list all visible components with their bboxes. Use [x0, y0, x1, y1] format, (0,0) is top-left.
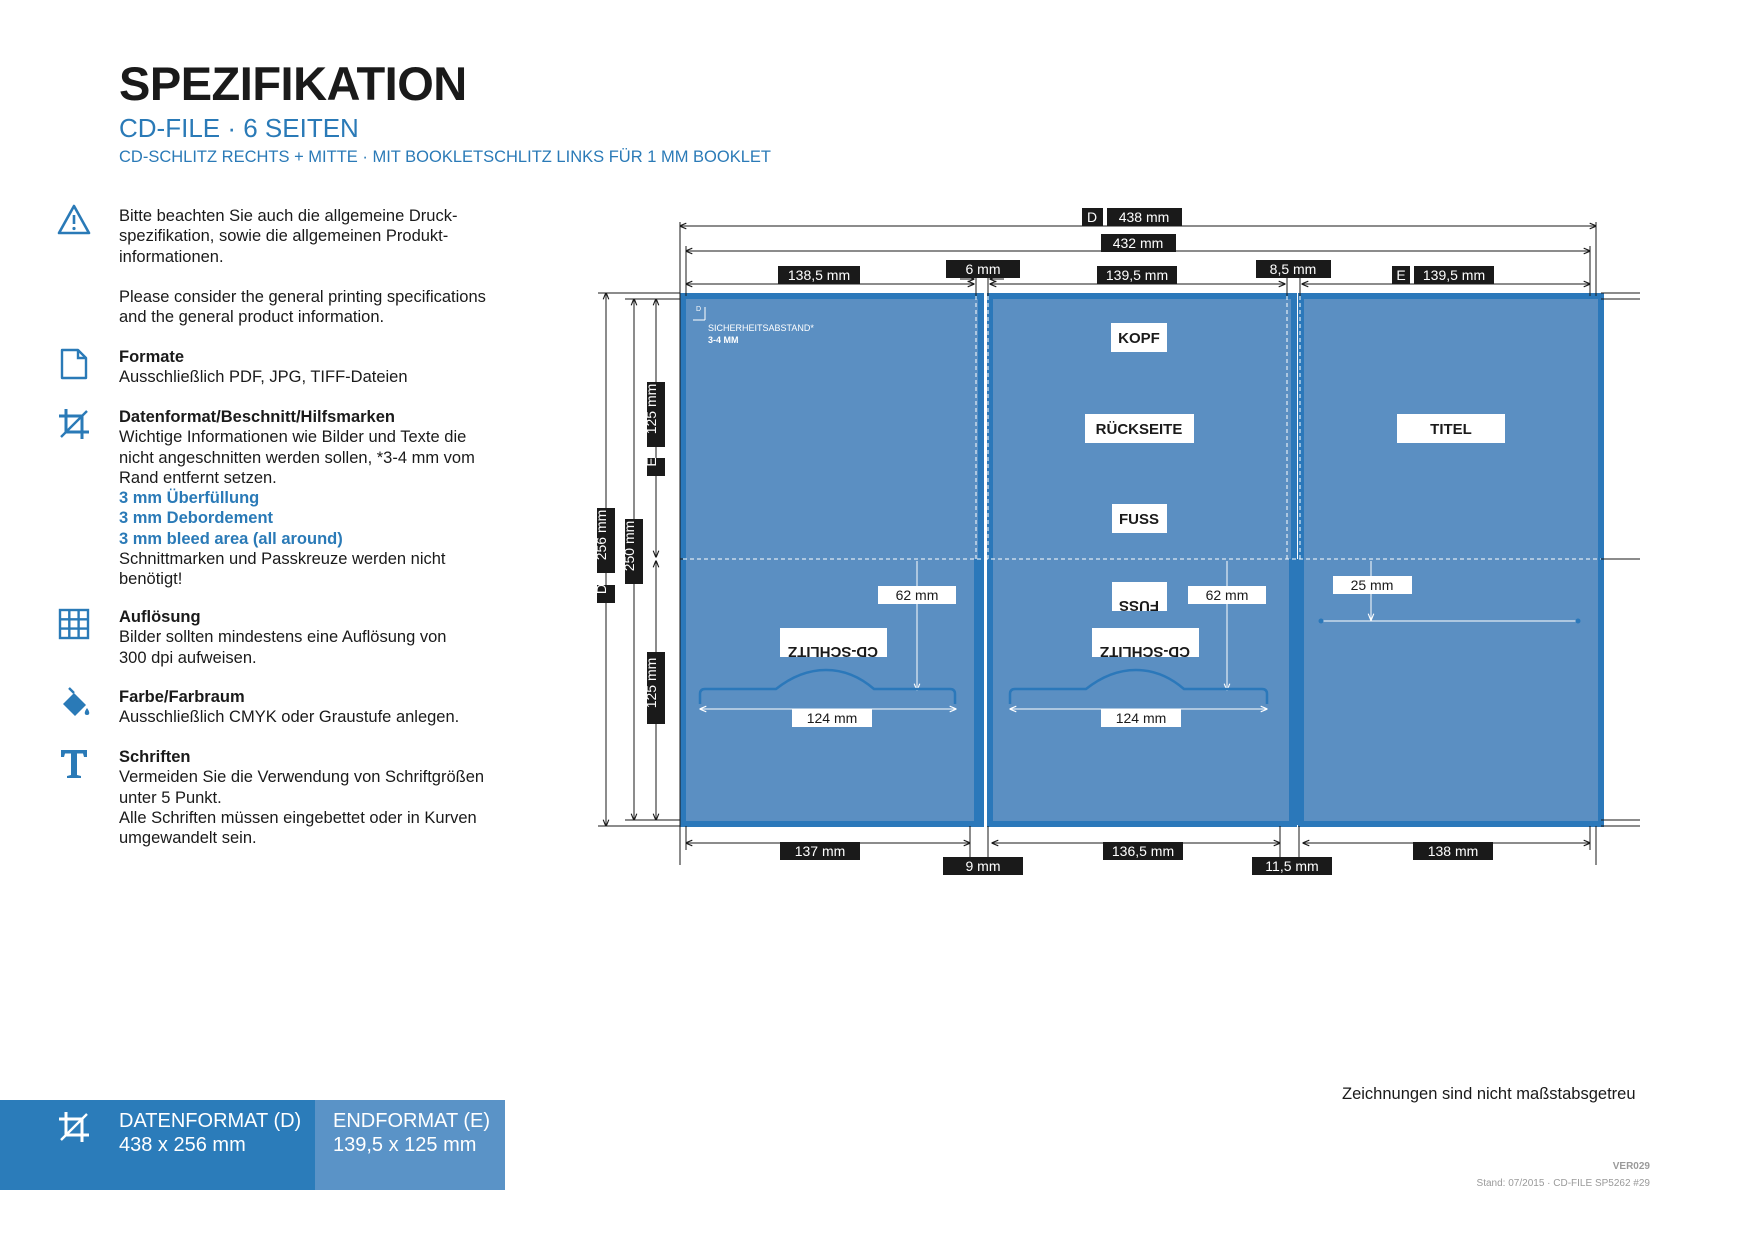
formats-text: Ausschließlich PDF, JPG, TIFF-Dateien	[119, 368, 408, 387]
dim-124-left: 124 mm	[806, 710, 858, 726]
dim-top-mid: 139,5 mm	[1105, 267, 1169, 283]
dim-left-upper: 125 mm	[643, 383, 659, 435]
fonts-line-3: Alle Schriften müssen eingebettet oder in Kurven	[119, 808, 477, 827]
panel-left	[683, 296, 981, 824]
slit-left	[974, 559, 984, 825]
data-format-box	[0, 1100, 315, 1190]
fonts-heading: Schriften	[119, 748, 191, 766]
data-format-line-5: benötigt!	[119, 570, 183, 589]
fonts-line-2: unter 5 Punkt.	[119, 788, 222, 807]
dim-total: 432 mm	[1112, 235, 1164, 251]
fonts-line-4: umgewandelt sein.	[119, 829, 257, 848]
resolution-line-2: 300 dpi aufweisen.	[119, 648, 257, 667]
top-e-marker: E	[1396, 267, 1406, 283]
intro-en-1: Please consider the general printing specifications	[119, 287, 486, 306]
intro-de-2: spezifikation, sowie die allgemeinen Produkt-	[119, 227, 449, 246]
dim-top-right: 139,5 mm	[1422, 267, 1486, 283]
color-heading: Farbe/Farbraum	[119, 688, 245, 706]
bleed-fr: 3 mm Debordement	[119, 509, 274, 528]
dim-left-h-d: 256 mm	[593, 509, 609, 561]
kopf-label: KOPF	[1118, 330, 1160, 347]
dim-62-mid: 62 mm	[1205, 587, 1249, 603]
left-e-marker: E	[643, 457, 659, 467]
dim-top-left: 138,5 mm	[787, 267, 851, 283]
page-title: SPEZIFIKATION	[119, 57, 467, 110]
panel-right	[1301, 296, 1601, 824]
dim-left-h: 250 mm	[621, 520, 637, 572]
titel-label: TITEL	[1430, 421, 1472, 438]
formats-heading: Formate	[119, 348, 185, 366]
format-footer	[0, 1100, 505, 1190]
cd-slot-middle-label: CD-SCHLITZ	[1100, 643, 1190, 660]
page-subtitle: CD-FILE · 6 SEITEN	[119, 113, 359, 143]
resolution-heading: Auflösung	[119, 608, 201, 626]
version-code: VER029	[1612, 1161, 1650, 1172]
left-d-marker: D	[593, 583, 609, 595]
dim-top-gap1: 6 mm	[965, 261, 1001, 277]
dim-25: 25 mm	[1350, 577, 1394, 593]
resolution-line-1: Bilder sollten mindestens eine Auflösung von	[119, 628, 447, 647]
data-format-value: 438 x 256 mm	[119, 1134, 246, 1156]
page-subline: CD-SCHLITZ RECHTS + MITTE · MIT BOOKLETSCHLITZ LINKS FÜR 1 MM BOOKLET	[119, 148, 771, 166]
slit-right	[1289, 559, 1299, 825]
panel-middle	[990, 296, 1294, 824]
data-format-line-1: Wichtige Informationen wie Bilder und Texte die	[119, 428, 467, 447]
dim-bottom-gap1: 9 mm	[965, 858, 1001, 874]
data-format-line-3: Rand entfernt setzen.	[119, 468, 277, 487]
dim-top-gap2: 8,5 mm	[1269, 261, 1317, 277]
dim-left-lower: 125 mm	[643, 657, 659, 709]
dim-total-d: 438 mm	[1118, 209, 1170, 225]
top-d-marker: D	[1086, 209, 1098, 225]
safety-label-1: SICHERHEITSABSTAND*	[708, 323, 814, 333]
dim-124-mid: 124 mm	[1115, 710, 1167, 726]
safety-label-2: 3-4 MM	[708, 335, 739, 345]
data-format-line-2: nicht angeschnitten werden sollen, *3-4 mm vom	[119, 448, 475, 467]
dim-bottom-right: 138 mm	[1427, 843, 1479, 859]
fuss-inverted-label: FUSS	[1118, 597, 1160, 614]
fuss-label: FUSS	[1118, 511, 1160, 528]
end-format-box	[315, 1100, 505, 1190]
color-text: Ausschließlich CMYK oder Graustufe anlegen.	[119, 708, 460, 727]
safety-d-marker: D	[696, 306, 702, 313]
fonts-line-1: Vermeiden Sie die Verwendung von Schriftgrößen	[119, 768, 485, 787]
dim-bottom-mid: 136,5 mm	[1111, 843, 1175, 859]
data-format-line-4: Schnittmarken und Passkreuze werden nicht	[119, 550, 446, 569]
data-format-heading: Datenformat/Beschnitt/Hilfsmarken	[119, 408, 395, 426]
crop-icon	[57, 1110, 91, 1144]
intro-de-3: informationen.	[119, 247, 224, 266]
dim-bottom-left: 137 mm	[794, 843, 846, 859]
dim-62-left: 62 mm	[895, 587, 939, 603]
rueckseite-label: RÜCKSEITE	[1095, 421, 1183, 438]
intro-de-1: Bitte beachten Sie auch die allgemeine Druck-	[119, 207, 458, 225]
data-format-label: DATENFORMAT (D)	[119, 1110, 302, 1132]
bleed-de: 3 mm Überfüllung	[119, 489, 260, 508]
scale-note: Zeichnungen sind nicht maßstabsgetreu	[1342, 1085, 1636, 1103]
stand-info: Stand: 07/2015 · CD-FILE SP5262 #29	[1476, 1178, 1650, 1189]
dim-bottom-gap2: 11,5 mm	[1265, 858, 1319, 874]
end-format-label: ENDFORMAT (E)	[333, 1110, 491, 1132]
end-format-value: 139,5 x 125 mm	[333, 1134, 477, 1156]
cd-slot-left-label: CD-SCHLITZ	[788, 643, 878, 660]
bleed-en: 3 mm bleed area (all around)	[119, 529, 343, 548]
intro-en-2: and the general product information.	[119, 308, 385, 327]
